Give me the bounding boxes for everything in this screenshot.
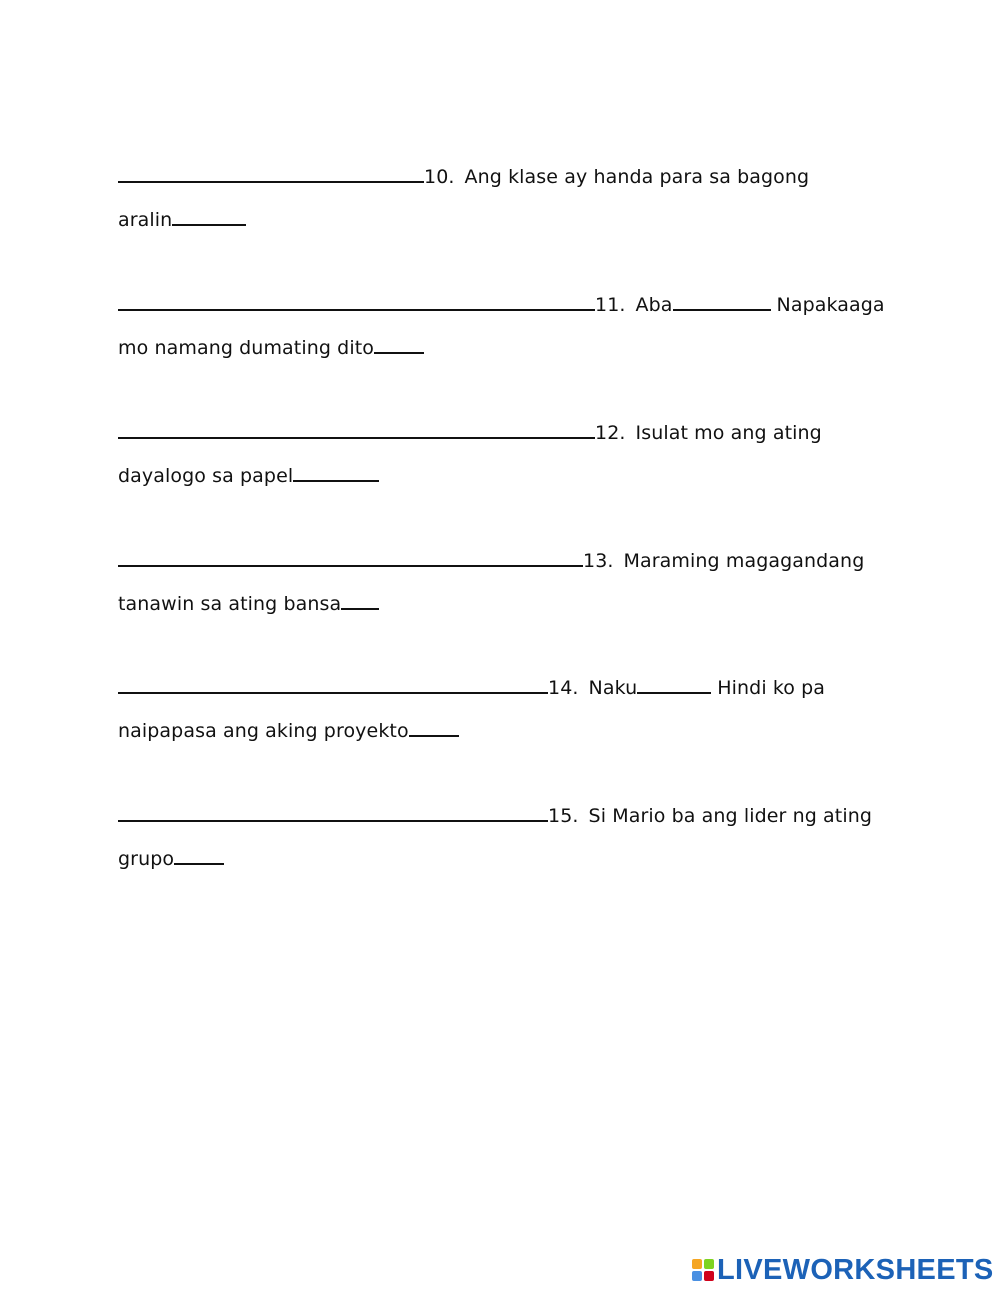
punctuation-blank[interactable] (374, 334, 424, 354)
item-text-2: Hindi ko pa (717, 677, 826, 699)
item-15-line-2 (118, 845, 224, 871)
item-text-cont: tanawin sa ating bansa (118, 593, 342, 615)
punctuation-blank[interactable] (341, 590, 379, 610)
item-14-line-1 (118, 674, 825, 700)
item-text-cont: dayalogo sa papel (118, 465, 294, 487)
item-number: 11. (595, 294, 626, 316)
item-number: 13. (583, 550, 614, 572)
item-text: Isulat mo ang ating (635, 422, 822, 444)
item-11-line-1 (118, 291, 885, 317)
item-text: Ang klase ay handa para sa bagong (464, 166, 810, 188)
item-11-line-2 (118, 334, 424, 360)
item-15-line-1 (118, 802, 872, 828)
punctuation-blank[interactable] (409, 717, 459, 737)
punctuation-blank[interactable] (172, 206, 246, 226)
liveworksheets-logo (692, 1256, 994, 1284)
item-text: Si Mario ba ang lider ng ating (588, 805, 873, 827)
item-number: 14. (548, 677, 579, 699)
answer-blank-11[interactable] (118, 291, 595, 311)
item-text: Maraming magagandang (623, 550, 865, 572)
punctuation-blank[interactable] (673, 291, 771, 311)
logo-square-icon (692, 1259, 702, 1269)
item-text-2: Napakaaga (776, 294, 885, 316)
logo-grid-icon (692, 1259, 714, 1281)
item-14-line-2 (118, 717, 459, 743)
answer-blank-12[interactable] (118, 419, 595, 439)
punctuation-blank[interactable] (637, 674, 711, 694)
punctuation-blank[interactable] (293, 462, 379, 482)
item-text-cont: aralin (118, 209, 173, 231)
logo-text: LIVEWORKSHEETS (717, 1254, 994, 1286)
answer-blank-14[interactable] (118, 674, 548, 694)
item-number: 10. (424, 166, 455, 188)
item-10-line-1 (118, 163, 809, 189)
item-13-line-1 (118, 547, 864, 573)
item-text: Aba (635, 294, 673, 316)
answer-blank-15[interactable] (118, 802, 548, 822)
item-text-cont: grupo (118, 848, 175, 870)
item-12-line-1 (118, 419, 822, 445)
item-13-line-2 (118, 590, 379, 616)
item-10-line-2 (118, 206, 246, 232)
item-12-line-2 (118, 462, 379, 488)
punctuation-blank[interactable] (174, 845, 224, 865)
item-text-cont: naipapasa ang aking proyekto (118, 720, 409, 742)
answer-blank-13[interactable] (118, 547, 583, 567)
item-text: Naku (588, 677, 638, 699)
item-number: 15. (548, 805, 579, 827)
logo-square-icon (692, 1271, 702, 1281)
item-text-cont: mo namang dumating dito (118, 337, 374, 359)
logo-square-icon (704, 1271, 714, 1281)
item-number: 12. (595, 422, 626, 444)
answer-blank-10[interactable] (118, 163, 424, 183)
logo-square-icon (704, 1259, 714, 1269)
